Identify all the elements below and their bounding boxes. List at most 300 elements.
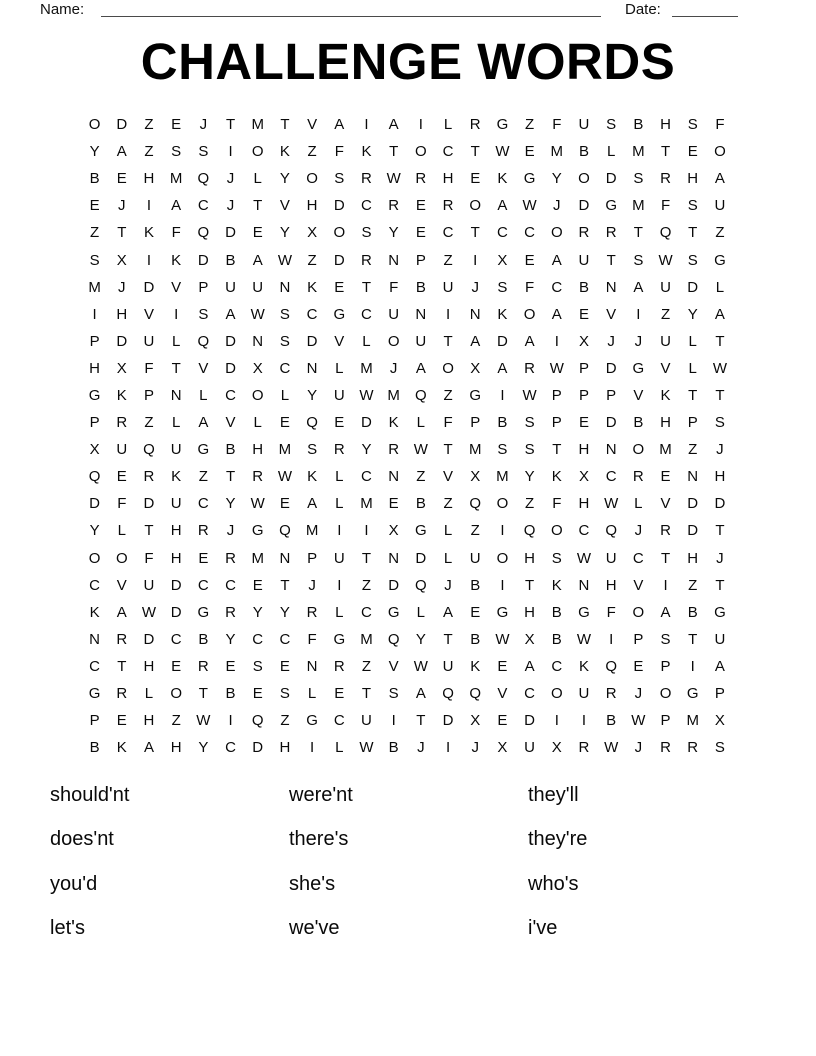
grid-letter: J <box>634 332 643 350</box>
grid-letter: U <box>225 278 236 296</box>
grid-letter: E <box>578 414 589 432</box>
grid-letter: U <box>524 739 536 757</box>
word-list-item: we've <box>289 917 340 940</box>
grid-letter: Q <box>415 386 427 404</box>
word-list-column <box>289 773 528 951</box>
grid-letter: R <box>578 739 590 757</box>
grid-letter: C <box>225 386 236 404</box>
grid-letter: T <box>416 712 426 730</box>
grid-letter: O <box>550 685 563 703</box>
grid-letter: O <box>469 197 482 215</box>
grid-letter: K <box>470 657 481 675</box>
grid-letter: M <box>169 170 183 188</box>
grid-letter: G <box>333 305 346 323</box>
grid-letter: T <box>688 224 698 242</box>
grid-letter: G <box>387 603 400 621</box>
grid-letter: Q <box>442 685 454 703</box>
grid-letter: A <box>660 603 671 621</box>
grid-letter: X <box>578 332 589 350</box>
grid-letter: S <box>307 441 318 459</box>
grid-letter: N <box>279 549 291 567</box>
grid-letter: L <box>443 522 453 540</box>
grid-letter: W <box>250 305 265 323</box>
grid-letter: I <box>663 576 668 594</box>
grid-letter: F <box>117 495 127 513</box>
grid-letter: T <box>688 630 698 648</box>
grid-letter: G <box>306 712 318 730</box>
grid-letter: A <box>225 305 236 323</box>
grid-letter: J <box>226 522 235 540</box>
grid-letter: D <box>89 495 101 513</box>
grid-letter: A <box>524 332 535 350</box>
grid-letter: N <box>306 359 318 377</box>
grid-letter: L <box>606 143 616 161</box>
grid-letter: V <box>116 576 127 594</box>
grid-letter: W <box>359 386 374 404</box>
grid-letter: B <box>578 278 589 296</box>
grid-letter: R <box>632 468 644 486</box>
grid-letter: R <box>524 359 536 377</box>
grid-letter: L <box>253 170 262 188</box>
grid-letter: E <box>334 685 345 703</box>
grid-letter: J <box>634 739 643 757</box>
grid-letter: Y <box>225 495 236 513</box>
grid-letter: F <box>660 197 671 215</box>
grid-letter: P <box>551 386 562 404</box>
grid-letter: T <box>688 386 698 404</box>
grid-letter: T <box>389 143 399 161</box>
grid-letter: I <box>146 197 152 215</box>
grid-letter: O <box>550 522 563 540</box>
grid-letter: I <box>636 305 641 323</box>
grid-letter: R <box>197 657 209 675</box>
grid-letter: R <box>605 224 617 242</box>
grid-letter: E <box>470 603 481 621</box>
grid-letter: P <box>551 414 562 432</box>
grid-letter: Q <box>469 685 482 703</box>
grid-letter: R <box>116 414 128 432</box>
grid-letter: S <box>361 224 372 242</box>
grid-letter: X <box>497 739 508 757</box>
grid-letter: T <box>171 359 181 377</box>
grid-letter: H <box>143 712 155 730</box>
grid-letter: E <box>687 143 698 161</box>
grid-letter: D <box>496 332 508 350</box>
grid-letter: S <box>687 251 698 269</box>
grid-letter: D <box>170 576 182 594</box>
grid-letter: X <box>470 359 481 377</box>
grid-letter: G <box>605 197 617 215</box>
grid-letter: K <box>551 576 562 594</box>
grid-letter: B <box>687 603 698 621</box>
grid-letter: O <box>578 170 590 188</box>
grid-letter: K <box>497 170 508 188</box>
grid-letter: F <box>144 549 154 567</box>
grid-letter: W <box>277 251 292 269</box>
grid-letter: U <box>578 251 590 269</box>
grid-letter: Y <box>307 386 318 404</box>
grid-letter: Q <box>605 657 617 675</box>
grid-letter: I <box>445 305 451 323</box>
grid-letter: A <box>307 495 318 513</box>
grid-letter: V <box>660 495 671 513</box>
grid-letter: M <box>632 197 645 215</box>
grid-letter: I <box>500 386 505 404</box>
grid-letter: R <box>333 657 345 675</box>
grid-letter: P <box>415 251 426 269</box>
grid-letter: S <box>714 414 725 432</box>
grid-letter: Z <box>443 495 453 513</box>
grid-letter: G <box>714 251 726 269</box>
grid-letter: H <box>89 359 101 377</box>
grid-letter: E <box>252 224 263 242</box>
grid-letter: P <box>198 278 209 296</box>
grid-letter: L <box>688 332 697 350</box>
grid-letter: M <box>305 522 319 540</box>
grid-letter: D <box>306 332 318 350</box>
grid-letter: H <box>687 170 699 188</box>
word-list-item: there's <box>289 828 349 851</box>
grid-letter: J <box>716 441 724 459</box>
grid-letter: T <box>443 332 453 350</box>
grid-letter: M <box>251 116 264 134</box>
grid-letter: D <box>714 495 726 513</box>
grid-letter: A <box>198 414 209 432</box>
grid-letter: C <box>524 224 536 242</box>
grid-letter: Q <box>88 468 101 486</box>
grid-letter: R <box>197 522 209 540</box>
grid-letter: O <box>496 549 509 567</box>
grid-letter: B <box>89 170 100 188</box>
grid-letter: C <box>578 522 590 540</box>
grid-letter: Q <box>279 522 291 540</box>
grid-letter: U <box>605 549 617 567</box>
grid-letter: G <box>578 603 590 621</box>
grid-letter: A <box>334 116 345 134</box>
grid-letter: M <box>360 495 373 513</box>
grid-letter: R <box>660 522 671 540</box>
grid-letter: H <box>578 441 590 459</box>
grid-letter: X <box>578 468 589 486</box>
grid-letter: W <box>495 630 510 648</box>
grid-letter: H <box>660 116 671 134</box>
grid-letter: L <box>416 414 426 432</box>
grid-letter: F <box>606 603 616 621</box>
grid-letter: F <box>334 143 344 161</box>
grid-letter: P <box>660 657 671 675</box>
grid-letter: P <box>578 386 589 404</box>
grid-letter: J <box>389 359 398 377</box>
grid-letter: Q <box>197 332 210 350</box>
grid-letter: S <box>198 305 209 323</box>
grid-letter: M <box>468 441 482 459</box>
grid-letter: Z <box>307 143 317 161</box>
grid-letter: F <box>389 278 399 296</box>
grid-letter: H <box>170 739 182 757</box>
grid-letter: F <box>307 630 317 648</box>
grid-letter: T <box>117 224 127 242</box>
grid-letter: Q <box>143 441 155 459</box>
grid-letter: O <box>387 332 400 350</box>
grid-letter: R <box>252 468 264 486</box>
grid-letter: R <box>442 197 454 215</box>
grid-letter: I <box>581 712 587 730</box>
grid-letter: W <box>386 170 401 188</box>
grid-letter: A <box>388 116 399 134</box>
grid-letter: R <box>361 170 372 188</box>
grid-letter: L <box>307 685 317 703</box>
grid-letter: Z <box>688 576 698 594</box>
grid-letter: O <box>170 685 182 703</box>
grid-letter: Y <box>279 224 290 242</box>
grid-letter: J <box>553 197 561 215</box>
grid-letter: U <box>578 685 590 703</box>
grid-letter: I <box>554 332 559 350</box>
grid-letter: D <box>388 576 400 594</box>
grid-letter: K <box>171 251 182 269</box>
word-list <box>50 773 587 951</box>
grid-letter: B <box>578 143 589 161</box>
grid-letter: V <box>307 116 318 134</box>
grid-letter: L <box>335 495 344 513</box>
grid-letter: X <box>470 712 481 730</box>
grid-letter: T <box>660 143 671 161</box>
grid-letter: O <box>659 685 672 703</box>
grid-letter: E <box>116 170 127 188</box>
grid-letter: C <box>442 143 454 161</box>
grid-letter: Y <box>279 170 290 188</box>
grid-letter: E <box>334 414 345 432</box>
grid-letter: I <box>337 576 342 594</box>
grid-letter: M <box>550 143 564 161</box>
grid-letter: H <box>116 305 128 323</box>
grid-letter: Z <box>715 224 725 242</box>
grid-letter: C <box>225 739 236 757</box>
grid-letter: C <box>361 305 372 323</box>
grid-letter: D <box>225 332 236 350</box>
grid-letter: I <box>228 143 233 161</box>
grid-letter: Y <box>415 630 426 648</box>
grid-letter: K <box>551 468 562 486</box>
grid-letter: C <box>170 630 182 648</box>
grid-letter: Z <box>144 116 154 134</box>
word-list-item: should'nt <box>50 784 130 806</box>
grid-letter: B <box>415 495 426 513</box>
grid-letter: A <box>497 359 508 377</box>
grid-letter: Y <box>361 441 372 459</box>
grid-letter: N <box>279 278 291 296</box>
grid-letter: G <box>496 116 509 134</box>
grid-letter: E <box>578 305 589 323</box>
grid-letter: H <box>605 576 617 594</box>
grid-letter: T <box>715 386 725 404</box>
word-list-item: i've <box>528 917 558 940</box>
grid-letter: Z <box>361 657 372 675</box>
grid-letter: I <box>500 576 505 594</box>
grid-letter: T <box>660 549 671 567</box>
grid-letter: R <box>225 603 236 621</box>
grid-letter: O <box>306 170 318 188</box>
grid-letter: N <box>89 630 101 648</box>
grid-letter: Y <box>524 468 535 486</box>
grid-letter: Z <box>416 468 426 486</box>
grid-letter: D <box>225 359 236 377</box>
grid-letter: Z <box>470 522 480 540</box>
grid-letter: R <box>116 630 128 648</box>
grid-letter: R <box>361 251 372 269</box>
grid-letter: F <box>552 495 562 513</box>
grid-letter: L <box>335 739 344 757</box>
grid-letter: N <box>252 332 264 350</box>
grid-letter: F <box>525 278 535 296</box>
grid-letter: S <box>279 305 290 323</box>
grid-letter: G <box>251 522 264 540</box>
grid-letter: S <box>524 441 535 459</box>
grid-letter: Y <box>252 603 263 621</box>
grid-letter: G <box>714 603 726 621</box>
grid-letter: J <box>226 197 235 215</box>
grid-letter: E <box>524 251 535 269</box>
grid-letter: B <box>606 712 617 730</box>
grid-letter: B <box>470 630 481 648</box>
grid-letter: T <box>225 468 236 486</box>
grid-letter: C <box>225 576 236 594</box>
grid-letter: K <box>361 143 372 161</box>
grid-letter: I <box>310 739 315 757</box>
word-list-item: they're <box>528 828 588 851</box>
grid-letter: D <box>116 116 128 134</box>
grid-letter: C <box>252 630 264 648</box>
grid-letter: G <box>523 170 536 188</box>
grid-letter: O <box>333 224 346 242</box>
grid-letter: S <box>279 332 290 350</box>
grid-letter: A <box>415 359 426 377</box>
grid-letter: Q <box>415 576 427 594</box>
grid-letter: S <box>198 143 209 161</box>
grid-letter: U <box>333 386 345 404</box>
grid-letter: Z <box>361 576 372 594</box>
grid-letter: S <box>633 251 644 269</box>
grid-letter: F <box>443 414 453 432</box>
grid-letter: M <box>387 386 400 404</box>
grid-letter: H <box>442 170 454 188</box>
grid-letter: A <box>714 305 725 323</box>
grid-letter: Q <box>251 712 264 730</box>
grid-letter: A <box>470 332 481 350</box>
grid-letter: T <box>361 278 372 296</box>
grid-letter: P <box>89 712 100 730</box>
grid-letter: E <box>633 657 644 675</box>
grid-letter: M <box>496 468 509 486</box>
grid-letter: S <box>388 685 399 703</box>
grid-letter: Z <box>280 712 290 730</box>
grid-letter: R <box>660 170 671 188</box>
grid-letter: V <box>198 359 209 377</box>
grid-letter: R <box>333 441 345 459</box>
grid-letter: D <box>170 603 182 621</box>
grid-letter: O <box>251 386 264 404</box>
word-list-item: were'nt <box>289 784 353 806</box>
grid-letter: G <box>197 603 210 621</box>
grid-letter: L <box>416 603 426 621</box>
grid-letter: Z <box>90 224 100 242</box>
grid-letter: Z <box>307 251 317 269</box>
grid-letter: I <box>609 630 614 648</box>
grid-letter: V <box>334 332 345 350</box>
grid-letter: L <box>280 386 290 404</box>
grid-letter: W <box>712 359 727 377</box>
grid-letter: N <box>170 386 182 404</box>
grid-letter: X <box>307 224 318 242</box>
grid-letter: P <box>89 414 100 432</box>
grid-letter: O <box>550 224 563 242</box>
grid-letter: G <box>88 685 101 703</box>
grid-letter: N <box>388 251 400 269</box>
grid-letter: D <box>116 332 128 350</box>
grid-letter: S <box>89 251 100 269</box>
grid-letter: G <box>496 603 509 621</box>
grid-letter: R <box>469 116 481 134</box>
grid-letter: V <box>633 576 644 594</box>
grid-letter: N <box>605 278 617 296</box>
grid-letter: C <box>524 685 536 703</box>
grid-letter: V <box>497 685 508 703</box>
grid-letter: B <box>225 251 236 269</box>
grid-letter: V <box>633 386 644 404</box>
grid-letter: N <box>388 549 400 567</box>
grid-letter: T <box>198 685 208 703</box>
grid-letter: D <box>333 251 345 269</box>
grid-letter: T <box>715 576 725 594</box>
grid-letter: J <box>607 332 615 350</box>
grid-letter: C <box>361 197 372 215</box>
grid-letter: O <box>442 359 454 377</box>
grid-letter: A <box>116 143 127 161</box>
grid-letter: A <box>633 278 644 296</box>
grid-letter: W <box>250 495 265 513</box>
grid-letter: E <box>470 170 481 188</box>
grid-letter: T <box>715 522 725 540</box>
grid-letter: U <box>143 332 155 350</box>
grid-letter: J <box>634 685 643 703</box>
grid-letter: W <box>141 603 157 621</box>
grid-letter: X <box>116 359 127 377</box>
page-title: CHALLENGE WORDS <box>140 33 676 90</box>
grid-letter: U <box>170 495 182 513</box>
grid-letter: A <box>551 251 562 269</box>
grid-letter: L <box>253 414 262 432</box>
word-list-item: let's <box>50 917 85 940</box>
grid-letter: G <box>469 386 482 404</box>
grid-letter: D <box>687 278 699 296</box>
grid-letter: C <box>361 603 372 621</box>
grid-letter: P <box>143 386 154 404</box>
grid-letter: L <box>335 468 344 486</box>
grid-letter: D <box>415 549 427 567</box>
grid-letter: Q <box>469 495 482 513</box>
grid-letter: P <box>307 549 318 567</box>
grid-letter: Z <box>198 468 208 486</box>
grid-letter: V <box>279 197 290 215</box>
grid-letter: E <box>334 278 345 296</box>
grid-letter: T <box>470 143 480 161</box>
grid-letter: R <box>578 224 590 242</box>
grid-letter: H <box>143 170 155 188</box>
grid-letter: A <box>252 251 263 269</box>
grid-letter: O <box>496 495 509 513</box>
grid-letter: Z <box>660 305 671 323</box>
grid-letter: G <box>632 359 645 377</box>
